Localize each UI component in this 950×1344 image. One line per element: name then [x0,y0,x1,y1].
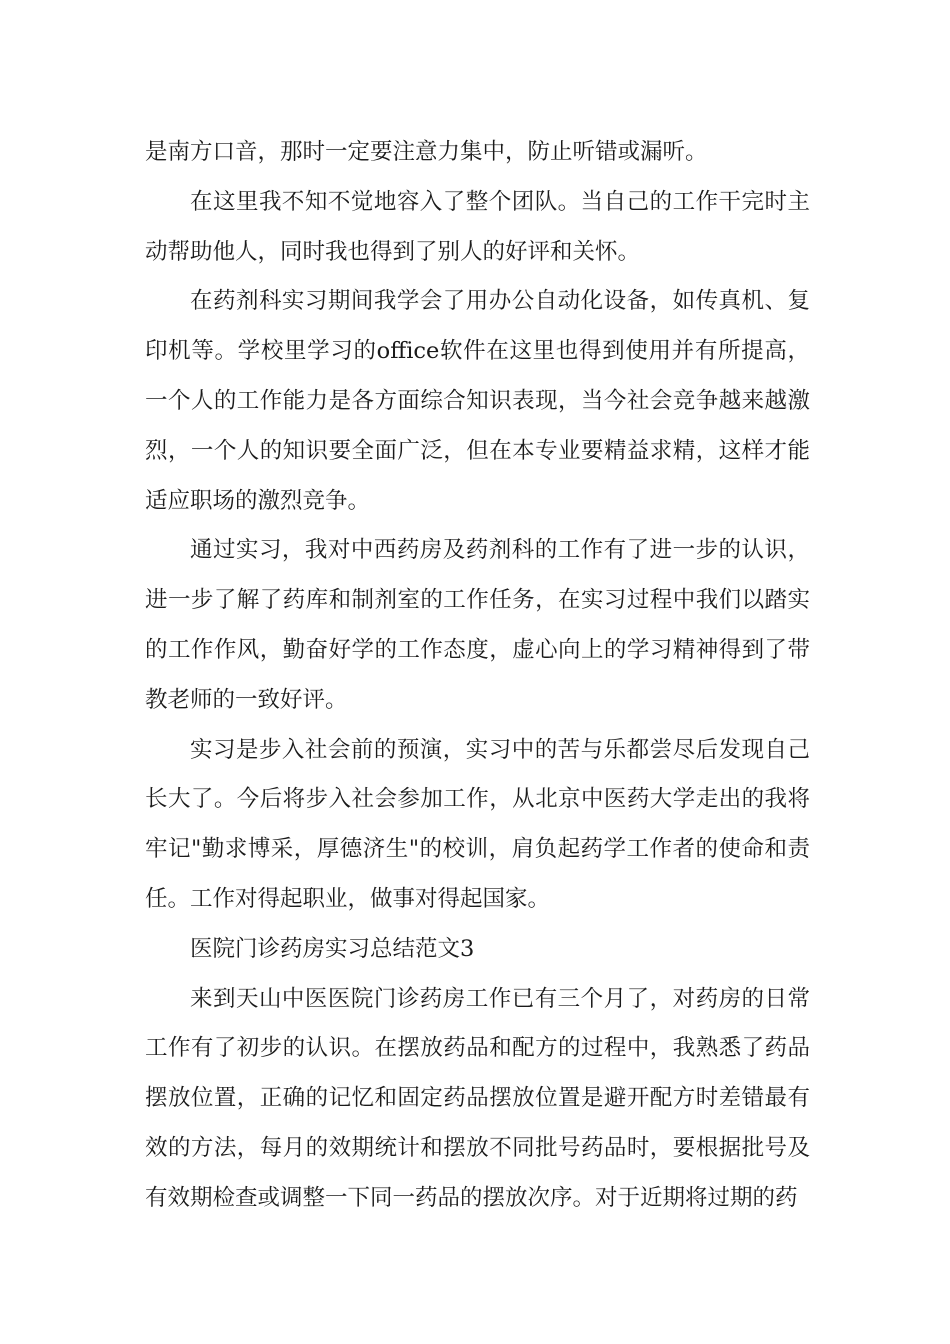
paragraph-continuation: 是南方口音，那时一定要注意力集中，防止听错或漏听。 [145,139,708,165]
paragraph-team: 在这里我不知不觉地容入了整个团队。当自己的工作干完时主动帮助他人，同时我也得到了别人的好评和关怀。 [145,188,810,265]
paragraph-office-skills: 在药剂科实习期间我学会了用办公自动化设备，如传真机、复印机等。学校里学习的office软件在这里也得到使用并有所提高，一个人的工作能力是各方面综合知识表现，当今社会竞争越来越激烈，一个人的知识要全面广泛，但在本专业要精益求精，这样才能适应职场的激烈竞争。 [145,288,810,514]
section-heading: 医院门诊药房实习总结范文3 [190,935,475,962]
paragraph-understanding: 通过实习，我对中西药房及药剂科的工作有了进一步的认识，进一步了解了药库和制剂室的工作任务，在实习过程中我们以踏实的工作作风，勤奋好学的工作态度，虚心向上的学习精神得到了带教老师的一致好评。 [145,537,810,713]
document-body [145,128,810,1224]
paragraph-pharmacy-work: 来到天山中医医院门诊药房工作已有三个月了，对药房的日常工作有了初步的认识。在摆放药品和配方的过程中，我熟悉了药品摆放位置，正确的记忆和固定药品摆放位置是避开配方时差错最有效的方法，每月的效期统计和摆放不同批号药品时，要根据批号及有效期检查或调整一下同一药品的摆放次序。对于近期将过期的药 [145,985,810,1211]
paragraph-growth: 实习是步入社会前的预演，实习中的苦与乐都尝尽后发现自己长大了。今后将步入社会参加工作，从北京中医药大学走出的我将牢记"勤求博采，厚德济生"的校训，肩负起药学工作者的使命和责任。工作对得起职业，做事对得起国家。 [145,736,810,912]
